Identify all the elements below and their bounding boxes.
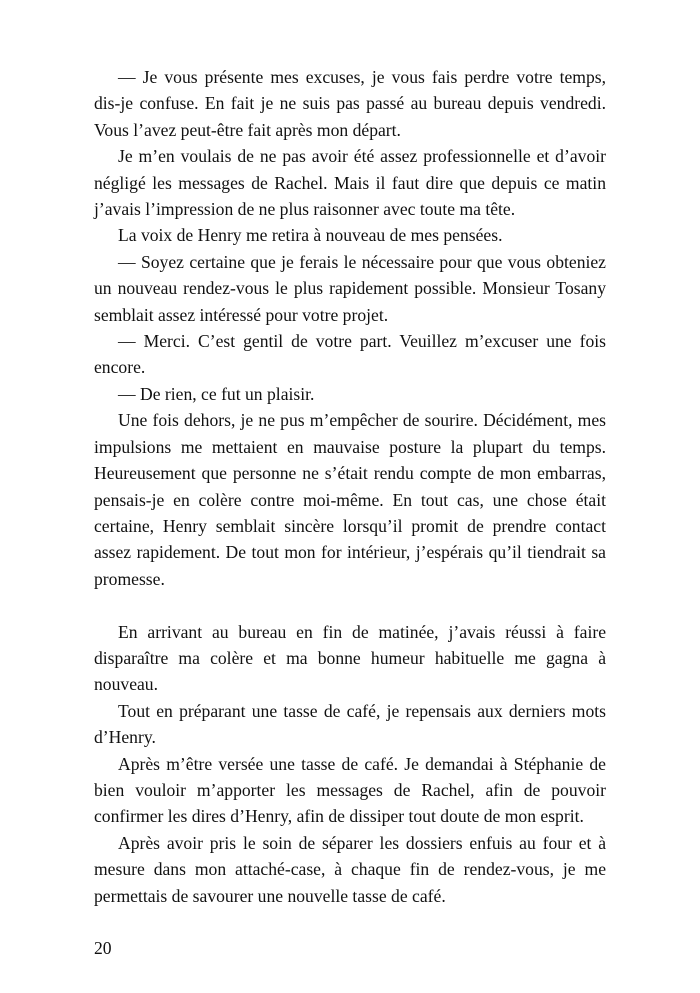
- paragraph: — Soyez certaine que je ferais le nécessaire pour que vous obteniez un nouveau rendez-vous le plus rapidement possible. Monsieur Tosany semblait assez intéressé pour votre projet.: [94, 251, 606, 325]
- paragraph: — Merci. C’est gentil de votre part. Veuillez m’excuser une fois encore.: [94, 331, 606, 378]
- page-body: [94, 64, 606, 909]
- paragraph: Après avoir pris le soin de séparer les dossiers enfuis au four et à mesure dans mon attaché-case, à chaque fin de rendez-vous, je me permettais de savourer une nouvelle tasse de café.: [94, 832, 606, 906]
- paragraph: La voix de Henry me retira à nouveau de mes pensées.: [118, 225, 503, 246]
- paragraph: — Je vous présente mes excuses, je vous fais perdre votre temps, dis-je confuse. En fait je ne suis pas passé au bureau depuis vendredi. Vous l’avez peut-être fait après mon départ.: [94, 67, 606, 140]
- paragraph: Après m’être versée une tasse de café. Je demandai à Stéphanie de bien vouloir m’apporter les messages de Rachel, afin de pouvoir confirmer les dires d’Henry, afin de dissiper tout doute de mon esprit.: [94, 753, 606, 827]
- paragraph: — De rien, ce fut un plaisir.: [118, 383, 315, 404]
- paragraph: Je m’en voulais de ne pas avoir été assez professionnelle et d’avoir négligé les messages de Rachel. Mais il faut dire que depuis ce matin j’avais l’impression de ne plus raisonner avec toute ma tête.: [94, 146, 606, 220]
- section-break: [94, 592, 606, 618]
- paragraph: Tout en préparant une tasse de café, je repensais aux derniers mots d’Henry.: [94, 700, 606, 748]
- page-number: 20: [94, 938, 112, 958]
- paragraph: Une fois dehors, je ne pus m’empêcher de sourire. Décidément, mes impulsions me mettaient en mauvaise posture la plupart du temps. Heureusement que personne ne s’était rendu compte de mon embarras, pensais-je en colère contre moi-même. En tout cas, une chose était certaine, Henry semblait sincère lorsqu’il promit de prendre contact assez rapidement. De tout mon for intérieur, j’espérais qu’il tiendrait sa promesse.: [94, 410, 606, 589]
- paragraph: En arrivant au bureau en fin de matinée, j’avais réussi à faire disparaître ma colère et ma bonne humeur habituelle me gagna à nouveau.: [94, 621, 606, 695]
